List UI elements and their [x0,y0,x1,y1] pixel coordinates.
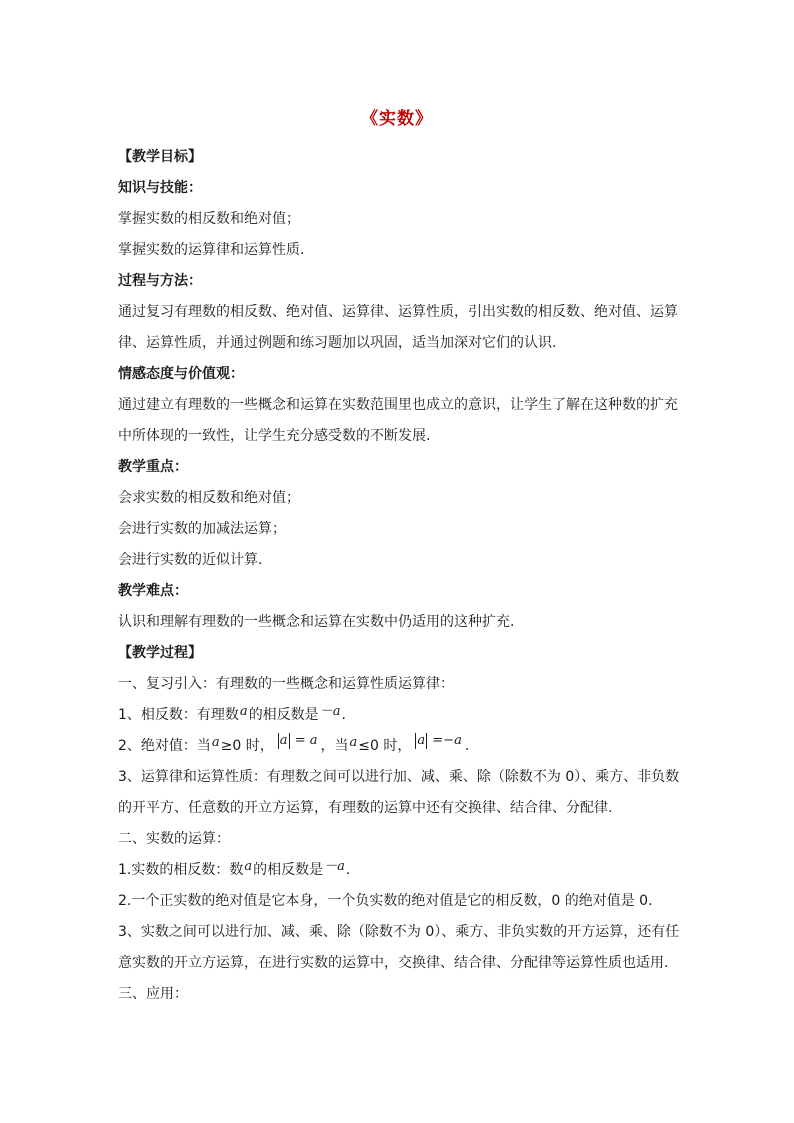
paragraph: 掌握实数的运算律和运算性质. [118,242,305,258]
process-method-heading: 过程与方法： [118,273,202,289]
text-segment: 的相反数是 [248,707,319,723]
math-expression [323,859,346,874]
application-heading: 三、应用： [118,986,188,1002]
text-segment: ≤0 时， [358,738,412,754]
text-segment: 1、相反数：有理数 [118,707,239,723]
abs-bar [426,733,427,749]
paragraph: 3、实数之间可以进行加、减、乘、除（除数不为 0）、乘方、非负实数的开方运算，还有任 [118,924,680,940]
paragraph: 通过建立有理数的一些概念和运算在实数范围里也成立的意识，让学生了解在这种数的扩充 [118,397,678,413]
real-operations-heading: 二、实数的运算： [118,831,230,847]
math-operator: = [294,733,306,748]
math-operator: =− [432,733,455,748]
math-variable: a [454,733,462,748]
key-points-heading: 教学重点： [118,459,188,475]
emotion-values-heading: 情感态度与价值观： [118,366,244,382]
paragraph: 2.一个正实数的绝对值是它本身，一个负实数的绝对值是它的相反数，0 的绝对值是 0. [118,893,653,909]
paragraph: 会进行实数的近似计算. [118,552,263,568]
document-title: 《实数》 [361,109,433,129]
text-segment: . [345,862,351,878]
paragraph: 中所体现的一致性，让学生充分感受数的不断发展. [118,428,431,444]
math-variable: a [417,733,426,748]
paragraph: 通过复习有理数的相反数、绝对值、运算律、运算性质，引出实数的相反数、绝对值、运算 [118,304,678,320]
math-variable: a [332,704,341,719]
math-variable: a [349,735,358,750]
teaching-goals-heading: 【教学目标】 [118,149,202,165]
difficult-points-heading: 教学难点： [118,583,188,599]
text-segment: ≥0 时， [220,738,274,754]
paragraph: 意实数的开立方运算，在进行实数的运算中，交换律、结合律、分配律等运算性质也适用. [118,955,669,971]
paragraph: 的开平方、任意数的开立方运算，有理数的运算中还有交换律、结合律、分配律. [118,800,613,816]
minus-sign: － [324,859,338,874]
paragraph: 掌握实数的相反数和绝对值； [118,211,300,227]
paragraph: 律、运算性质，并通过例题和练习题加以巩固，适当加深对它们的认识. [118,335,557,351]
paragraph: 会求实数的相反数和绝对值； [118,490,300,506]
text-segment: ，当 [320,738,349,754]
math-expression [319,704,342,719]
math-variable: a [279,733,288,748]
review-item-absolute [118,731,678,762]
knowledge-skills-heading: 知识与技能： [118,180,202,196]
absolute-value-formula [274,733,321,748]
text-segment: 的相反数是 [253,862,324,878]
paragraph: 3、运算律和运算性质：有理数之间可以进行加、减、乘、除（除数不为 0）、乘方、非负数 [118,769,680,785]
text-segment: . [341,707,346,723]
document-body [118,142,678,1010]
review-item-opposite [118,700,678,731]
math-variable: a [309,733,318,748]
math-variable: a [337,859,345,874]
math-variable: a [211,735,220,750]
minus-sign: － [319,704,333,719]
abs-bar [289,733,290,749]
abs-bar [278,733,279,749]
real-item-opposite [118,855,678,886]
paragraph: 会进行实数的加减法运算； [118,521,286,537]
teaching-process-heading: 【教学过程】 [118,645,202,661]
review-heading: 一、复习引入：有理数的一些概念和运算性质运算律： [118,676,454,692]
text-segment: 1.实数的相反数：数 [118,862,244,878]
text-segment: . [464,738,470,754]
paragraph: 认识和理解有理数的一些概念和运算在实数中仍适用的这种扩充. [118,614,515,630]
text-segment: 2、绝对值：当 [118,738,211,754]
math-variable: a [244,859,253,874]
math-variable: a [239,704,248,719]
absolute-value-formula [411,733,464,748]
